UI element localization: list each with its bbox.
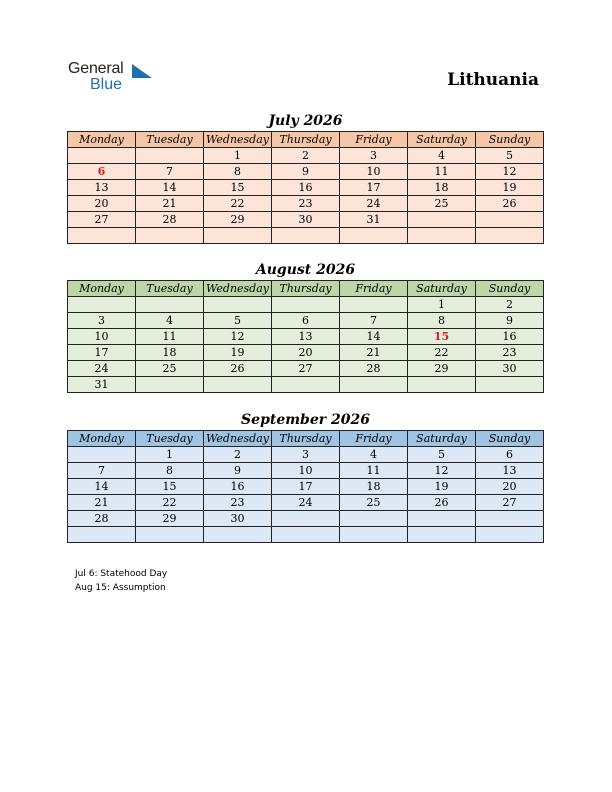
day-cell: 8 [136,463,204,479]
empty-day-cell [340,377,408,393]
day-cell: 19 [204,345,272,361]
weekday-header: Friday [340,431,408,447]
weekday-header: Tuesday [136,132,204,148]
week-row [68,297,544,313]
day-cell: 14 [340,329,408,345]
empty-day-cell [408,377,476,393]
day-cell: 14 [136,180,204,196]
week-row [68,447,544,463]
day-cell: 29 [204,212,272,228]
day-cell: 13 [476,463,544,479]
day-cell: 18 [408,180,476,196]
week-row [68,479,544,495]
day-cell: 24 [340,196,408,212]
empty-day-cell [476,228,544,244]
day-cell: 15 [204,180,272,196]
day-cell: 25 [340,495,408,511]
week-row [68,361,544,377]
day-cell: 3 [272,447,340,463]
day-cell: 4 [340,447,408,463]
weekday-header: Saturday [408,431,476,447]
logo-triangle-icon [132,64,152,78]
day-cell: 18 [340,479,408,495]
weekday-header: Thursday [272,281,340,297]
day-cell: 12 [476,164,544,180]
day-cell: 25 [136,361,204,377]
day-cell: 29 [408,361,476,377]
week-row [68,377,544,393]
day-cell: 7 [136,164,204,180]
empty-day-cell [340,297,408,313]
day-cell: 5 [476,148,544,164]
empty-day-cell [476,511,544,527]
day-cell: 13 [272,329,340,345]
empty-day-cell [68,527,136,543]
empty-day-cell [272,297,340,313]
day-cell: 16 [272,180,340,196]
weekday-header: Wednesday [204,431,272,447]
empty-day-cell [408,511,476,527]
holiday-day-cell: 15 [408,329,476,345]
day-cell: 7 [68,463,136,479]
day-cell: 31 [340,212,408,228]
weekday-header: Saturday [408,132,476,148]
day-cell: 5 [204,313,272,329]
week-row [68,212,544,228]
day-cell: 17 [272,479,340,495]
empty-day-cell [272,527,340,543]
weekday-header: Monday [68,281,136,297]
week-row [68,164,544,180]
day-cell: 8 [408,313,476,329]
day-cell: 19 [408,479,476,495]
day-cell: 2 [272,148,340,164]
day-cell: 26 [408,495,476,511]
empty-day-cell [272,228,340,244]
day-cell: 1 [204,148,272,164]
holiday-note: Jul 6: Statehood Day [75,569,168,579]
empty-day-cell [204,228,272,244]
day-cell: 10 [272,463,340,479]
month-title: September 2026 [241,412,370,428]
day-cell: 31 [68,377,136,393]
day-cell: 21 [68,495,136,511]
week-row [68,329,544,345]
empty-day-cell [340,511,408,527]
day-cell: 16 [476,329,544,345]
empty-day-cell [68,148,136,164]
empty-day-cell [340,527,408,543]
day-cell: 11 [136,329,204,345]
month-title: August 2026 [255,262,356,278]
day-cell: 9 [204,463,272,479]
logo-word-blue: Blue [90,76,123,93]
day-cell: 12 [408,463,476,479]
day-cell: 1 [408,297,476,313]
empty-day-cell [204,377,272,393]
calendar-grid-september [67,430,544,543]
weekday-header: Monday [68,132,136,148]
day-cell: 21 [340,345,408,361]
day-cell: 21 [136,196,204,212]
day-cell: 7 [340,313,408,329]
empty-day-cell [136,297,204,313]
weekday-header: Sunday [476,281,544,297]
day-cell: 5 [408,447,476,463]
weekday-header-row [68,281,544,297]
day-cell: 30 [476,361,544,377]
day-cell: 28 [136,212,204,228]
weekday-header: Thursday [272,132,340,148]
week-row [68,228,544,244]
day-cell: 20 [68,196,136,212]
empty-day-cell [476,527,544,543]
logo [68,60,168,96]
month-august [67,260,544,393]
weekday-header: Monday [68,431,136,447]
day-cell: 16 [204,479,272,495]
empty-day-cell [136,148,204,164]
weekday-header: Thursday [272,431,340,447]
weekday-header: Friday [340,281,408,297]
empty-day-cell [408,228,476,244]
day-cell: 22 [136,495,204,511]
weekday-header: Tuesday [136,281,204,297]
day-cell: 22 [204,196,272,212]
empty-day-cell [476,212,544,228]
week-row [68,313,544,329]
day-cell: 20 [476,479,544,495]
weekday-header: Wednesday [204,132,272,148]
day-cell: 6 [272,313,340,329]
day-cell: 9 [272,164,340,180]
weekday-header-row [68,132,544,148]
day-cell: 23 [204,495,272,511]
week-row [68,511,544,527]
day-cell: 17 [340,180,408,196]
day-cell: 25 [408,196,476,212]
day-cell: 15 [136,479,204,495]
country-title: Lithuania [447,70,539,90]
weekday-header: Sunday [476,132,544,148]
day-cell: 28 [340,361,408,377]
calendar-grid-august [67,280,544,393]
week-row [68,495,544,511]
empty-day-cell [136,377,204,393]
day-cell: 28 [68,511,136,527]
month-july [67,111,544,244]
empty-day-cell [476,377,544,393]
day-cell: 26 [204,361,272,377]
weekday-header: Wednesday [204,281,272,297]
day-cell: 24 [68,361,136,377]
empty-day-cell [68,447,136,463]
week-row [68,527,544,543]
empty-day-cell [272,377,340,393]
day-cell: 6 [476,447,544,463]
day-cell: 10 [68,329,136,345]
weekday-header: Tuesday [136,431,204,447]
day-cell: 29 [136,511,204,527]
day-cell: 23 [476,345,544,361]
day-cell: 17 [68,345,136,361]
week-row [68,180,544,196]
weekday-header: Friday [340,132,408,148]
holiday-day-cell: 6 [68,164,136,180]
day-cell: 13 [68,180,136,196]
empty-day-cell [136,527,204,543]
empty-day-cell [272,511,340,527]
day-cell: 30 [204,511,272,527]
empty-day-cell [68,297,136,313]
day-cell: 24 [272,495,340,511]
day-cell: 10 [340,164,408,180]
day-cell: 23 [272,196,340,212]
week-row [68,196,544,212]
weekday-header: Sunday [476,431,544,447]
empty-day-cell [204,297,272,313]
day-cell: 19 [476,180,544,196]
empty-day-cell [204,527,272,543]
empty-day-cell [340,228,408,244]
empty-day-cell [408,212,476,228]
day-cell: 11 [340,463,408,479]
day-cell: 8 [204,164,272,180]
day-cell: 27 [476,495,544,511]
day-cell: 9 [476,313,544,329]
week-row [68,345,544,361]
month-september [67,410,544,543]
weekday-header: Saturday [408,281,476,297]
day-cell: 4 [408,148,476,164]
day-cell: 1 [136,447,204,463]
week-row [68,463,544,479]
day-cell: 11 [408,164,476,180]
day-cell: 3 [340,148,408,164]
logo-word-general: General [68,60,124,77]
day-cell: 2 [204,447,272,463]
day-cell: 27 [272,361,340,377]
empty-day-cell [136,228,204,244]
day-cell: 20 [272,345,340,361]
day-cell: 3 [68,313,136,329]
calendar-grid-july [67,131,544,244]
day-cell: 2 [476,297,544,313]
holiday-note: Aug 15: Assumption [75,583,166,593]
weekday-header-row [68,431,544,447]
day-cell: 30 [272,212,340,228]
empty-day-cell [408,527,476,543]
day-cell: 12 [204,329,272,345]
day-cell: 22 [408,345,476,361]
day-cell: 4 [136,313,204,329]
day-cell: 27 [68,212,136,228]
day-cell: 26 [476,196,544,212]
holiday-notes [75,567,167,595]
empty-day-cell [68,228,136,244]
day-cell: 14 [68,479,136,495]
week-row [68,148,544,164]
day-cell: 18 [136,345,204,361]
month-title: July 2026 [268,113,343,129]
